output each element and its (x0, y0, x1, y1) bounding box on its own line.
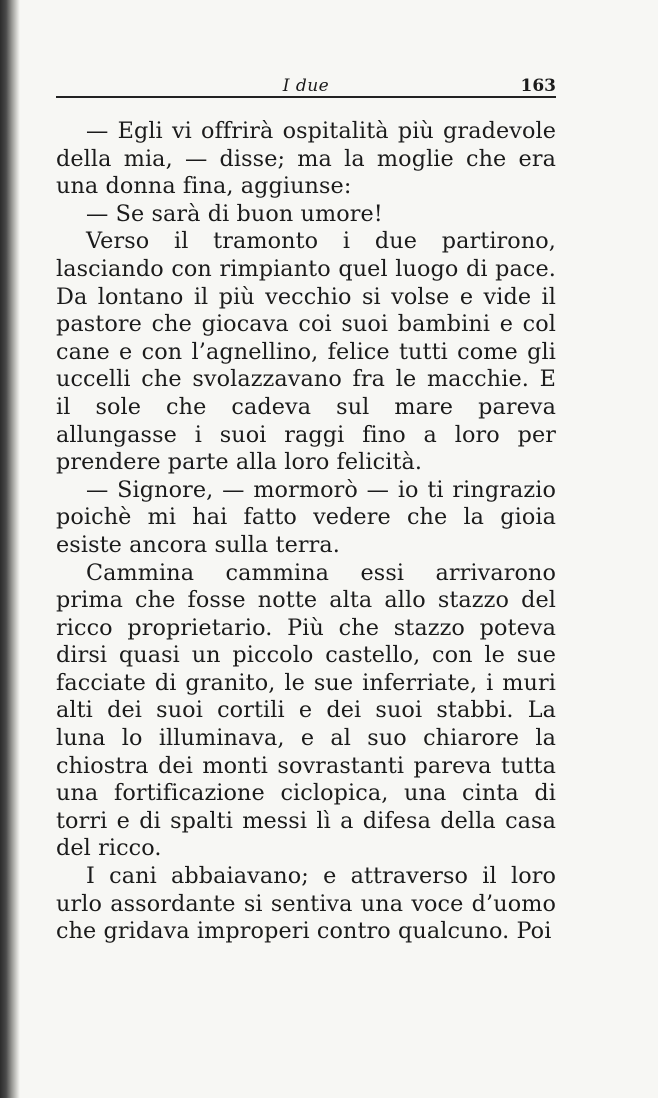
paragraph: Verso il tramonto i due partirono, lasciando con rimpianto quel luogo di pace. Da lontano il più vecchio si volse e vide il pastore che giocava coi suoi bambini e col cane e con l’agnellino, felice tutti come gli uccelli che svolazzavano fra le macchie. E il sole che cadeva sul mare pareva allungasse i suoi raggi fino a loro per prendere parte alla loro felicità. (56, 228, 556, 476)
book-spine-shadow (0, 0, 20, 1098)
running-header (56, 60, 556, 98)
paragraph: — Egli vi offrirà ospitalità più gradevole della mia, — disse; ma la moglie che era una donna fina, aggiunse: (56, 118, 556, 200)
paragraph: I cani abbaiavano; e attraverso il loro urlo assordante si sentiva una voce d’uomo che gridava improperi contro qualcuno. Poi (56, 863, 556, 945)
paragraph: — Se sarà di buon umore! (86, 200, 383, 227)
page-number: 163 (520, 76, 556, 96)
running-title: I due (282, 76, 330, 96)
paragraph: — Signore, — mormorò — io ti ringrazio poichè mi hai fatto vedere che la gioia esiste ancora sulla terra. (56, 476, 556, 558)
body-text (56, 118, 556, 946)
book-page (56, 60, 556, 946)
paragraph: Cammina cammina essi arrivarono prima che fosse notte alta allo stazzo del ricco proprietario. Più che stazzo poteva dirsi quasi un piccolo castello, con le sue facciate di granito, le sue inferriate, i muri alti dei suoi cortili e dei suoi stabbi. La luna lo illuminava, e al suo chiarore la chiostra dei monti sovrastanti pareva tutta una fortificazione ciclopica, una cinta di torri e di spalti messi lì a difesa della casa del ricco. (56, 559, 556, 862)
